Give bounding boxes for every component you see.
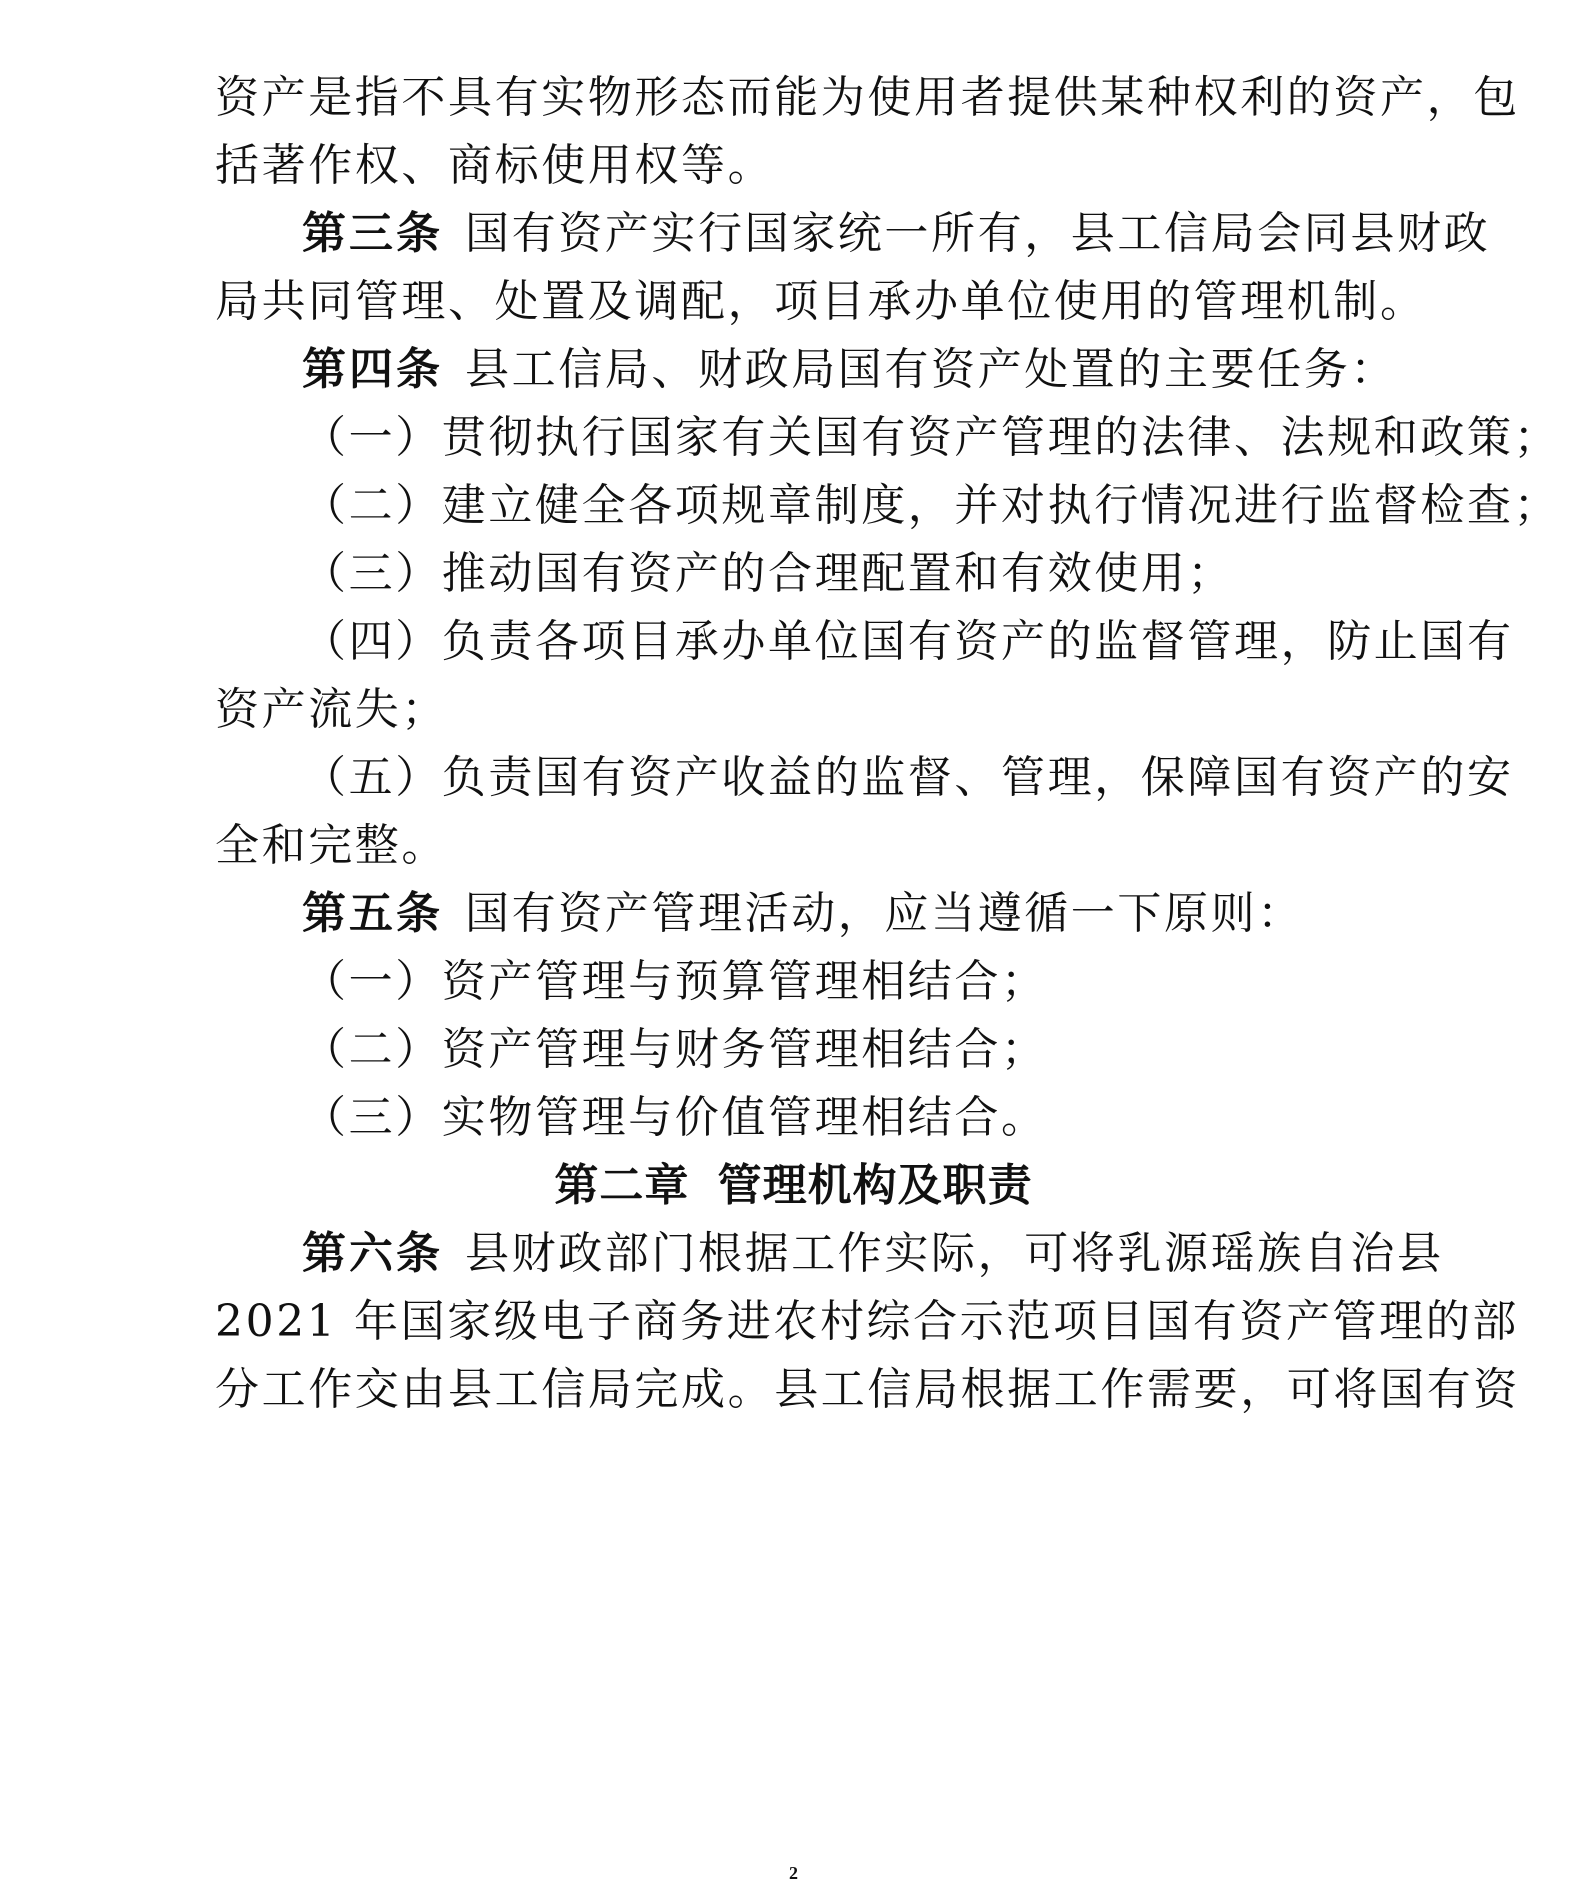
list-item: （四）负责各项目承办单位国有资产的监督管理，防止国有 [302,616,1514,667]
article-5-line [302,884,1385,944]
list-item: （一）贯彻执行国家有关国有资产管理的法律、法规和政策； [302,412,1561,463]
paragraph-line: 2021 年国家级电子商务进农村综合示范项目国有资产管理的部 [215,1296,1519,1347]
list-item: （三）实物管理与价值管理相结合。 [302,1092,1048,1143]
list-item: （二）资产管理与财务管理相结合； [302,1024,1048,1075]
article-6-line [302,1224,1444,1284]
chapter-title: 第二章 管理机构及职责 [554,1160,1033,1211]
list-item: （一）资产管理与预算管理相结合； [302,956,1048,1007]
article-5-text: 国有资产管理活动，应当遵循一下原则： [465,888,1304,939]
article-4-line [302,340,1397,400]
article-3-text: 国有资产实行国家统一所有，县工信局会同县财政 [465,208,1491,259]
paragraph-line: 资产流失； [215,684,448,735]
list-item: （五）负责国有资产收益的监督、管理，保障国有资产的安 [302,752,1514,803]
page-number: 2 [789,1863,798,1883]
paragraph-line: 局共同管理、处置及调配，项目承办单位使用的管理机制。 [215,276,1427,327]
article-4-label: 第四条 [302,344,443,395]
paragraph-line: 全和完整。 [215,820,448,871]
list-item: （三）推动国有资产的合理配置和有效使用； [302,548,1234,599]
article-6-text: 县财政部门根据工作实际，可将乳源瑶族自治县 [465,1228,1444,1279]
article-3-line [302,204,1491,264]
list-item: （二）建立健全各项规章制度，并对执行情况进行监督检查； [302,480,1561,531]
article-5-label: 第五条 [302,888,443,939]
paragraph-line: 分工作交由县工信局完成。县工信局根据工作需要，可将国有资 [215,1364,1520,1415]
article-4-text: 县工信局、财政局国有资产处置的主要任务： [465,344,1397,395]
article-3-label: 第三条 [302,208,443,259]
paragraph-line: 括著作权、商标使用权等。 [215,140,775,191]
paragraph-line: 资产是指不具有实物形态而能为使用者提供某种权利的资产，包 [215,72,1520,123]
article-6-label: 第六条 [302,1228,443,1279]
